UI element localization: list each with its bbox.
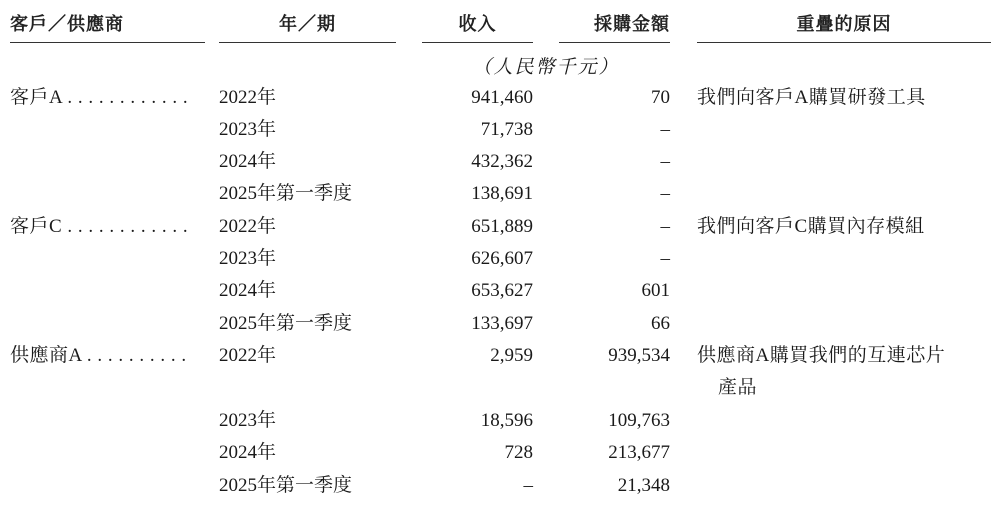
- purchase-cell: –: [660, 119, 670, 140]
- revenue-cell: 651,889: [471, 216, 533, 237]
- purchase-cell: 213,677: [608, 442, 670, 463]
- party-cell: 客戶A . . . . . . . . . . . .: [10, 87, 189, 108]
- table-row: [0, 243, 1000, 275]
- period-cell: 2025年第一季度: [219, 183, 353, 204]
- header-purchase: 採購金額: [559, 10, 670, 43]
- purchase-cell: –: [660, 216, 670, 237]
- period-cell: 2024年: [219, 442, 277, 463]
- header-period: 年／期: [219, 10, 396, 43]
- revenue-cell: 626,607: [471, 248, 533, 269]
- purchase-cell: –: [660, 183, 670, 204]
- table-row: [0, 275, 1000, 307]
- table-row: [0, 437, 1000, 469]
- party-cell: 供應商A . . . . . . . . . .: [10, 345, 187, 366]
- revenue-cell: 138,691: [471, 183, 533, 204]
- table-row: [0, 405, 1000, 437]
- header-reason: 重疊的原因: [697, 10, 991, 43]
- table-row: [0, 211, 1000, 243]
- purchase-cell: 939,534: [608, 345, 670, 366]
- table-row: [0, 82, 1000, 114]
- purchase-cell: 70: [651, 87, 670, 108]
- period-cell: 2024年: [219, 151, 277, 172]
- period-cell: 2024年: [219, 280, 277, 301]
- period-cell: 2023年: [219, 119, 277, 140]
- period-cell: 2022年: [219, 87, 277, 108]
- purchase-cell: 109,763: [608, 410, 670, 431]
- header-party: 客戶／供應商: [10, 10, 205, 43]
- period-cell: 2023年: [219, 248, 277, 269]
- table-row-continuation: [0, 372, 1000, 404]
- purchase-cell: –: [660, 248, 670, 269]
- revenue-cell: 71,738: [480, 119, 533, 140]
- revenue-cell: 653,627: [471, 280, 533, 301]
- table-row: [0, 146, 1000, 178]
- period-cell: 2025年第一季度: [219, 313, 353, 334]
- revenue-cell: 2,959: [490, 345, 533, 366]
- period-cell: 2022年: [219, 216, 277, 237]
- revenue-cell: 432,362: [471, 151, 533, 172]
- revenue-cell: 18,596: [480, 410, 533, 431]
- header-revenue: 收入: [422, 10, 533, 43]
- period-cell: 2025年第一季度: [219, 475, 353, 496]
- table-row: [0, 114, 1000, 146]
- revenue-cell: 133,697: [471, 313, 533, 334]
- table-row: [0, 178, 1000, 210]
- party-cell: 客戶C . . . . . . . . . . . .: [10, 216, 189, 237]
- table-row: [0, 308, 1000, 340]
- revenue-cell: –: [523, 475, 533, 496]
- purchase-cell: 21,348: [617, 475, 670, 496]
- reason-cell: 我們向客戶A購買研發工具: [697, 87, 926, 108]
- revenue-cell: 728: [504, 442, 533, 463]
- purchase-cell: –: [660, 151, 670, 172]
- reason-cell: 供應商A購買我們的互連芯片: [697, 345, 946, 366]
- reason-cell-continuation: 產品: [718, 377, 758, 398]
- purchase-cell: 66: [651, 313, 670, 334]
- period-cell: 2023年: [219, 410, 277, 431]
- table-row: [0, 340, 1000, 372]
- reason-cell: 我們向客戶C購買內存模組: [697, 216, 925, 237]
- revenue-cell: 941,460: [471, 87, 533, 108]
- table-row: [0, 470, 1000, 502]
- period-cell: 2022年: [219, 345, 277, 366]
- unit-label: （人民幣千元）: [472, 57, 620, 78]
- purchase-cell: 601: [641, 280, 670, 301]
